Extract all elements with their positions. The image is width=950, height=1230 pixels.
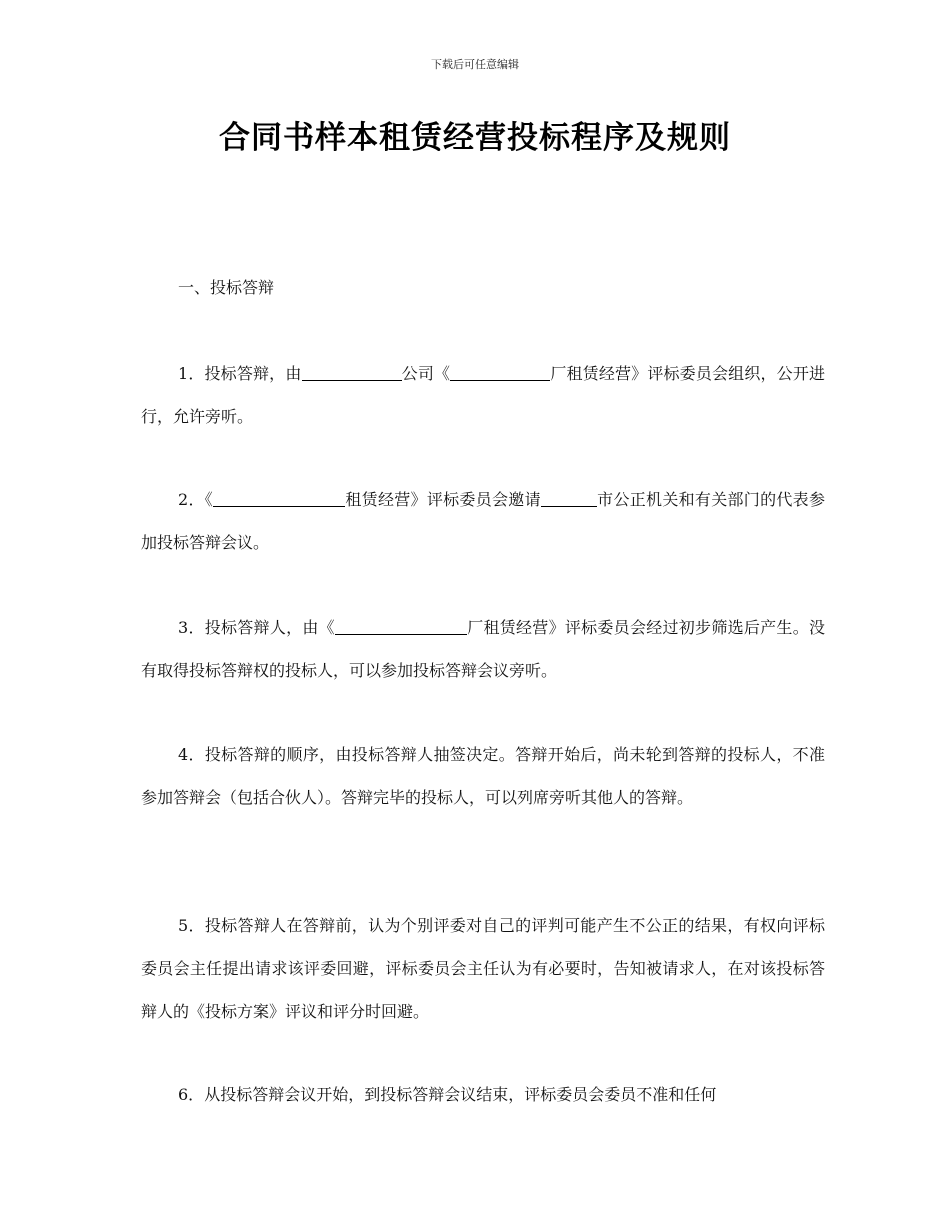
paragraph-text: 公司《 [401,364,451,383]
fill-in-blank [335,618,467,635]
paragraph-2 [141,478,825,564]
fill-in-blank [213,490,345,507]
header-note: 下载后可任意编辑 [431,58,519,71]
item-number: 6． [178,1085,205,1104]
paragraph-text: 投标答辩人在答辩前，认为个别评委对自己的评判可能产生不公正的结果，有权向评标委员会主任提出请求该评委回避，评标委员会主任认为有必要时，告知被请求人，在对该投标答辩人的《投标方案》评议和评分时回避。 [141,916,825,1021]
fill-in-blank [541,490,597,507]
item-number: 1． [178,364,205,383]
item-number: 5． [178,916,205,935]
paragraph-text: 厂租赁经营》评标委员会经过初步筛选后产生。没有取得投标答辩权的投标人，可以参加投标答辩会议旁听。 [141,618,825,680]
paragraph-text: 投标答辩人，由《 [204,618,335,637]
paragraph-6 [141,1073,825,1116]
paragraph-5 [141,904,825,1033]
paragraph-text: 厂租赁经营》评标委员会组织，公开进行，允许旁听。 [141,364,825,426]
item-number: 3． [178,618,205,637]
paragraph-text: 《 [204,490,214,509]
fill-in-blank [450,364,550,381]
paragraph-1 [141,352,825,438]
item-number: 2． [178,490,205,509]
paragraph-text: 租赁经营》评标委员会邀请 [345,490,541,509]
section-heading: 一、投标答辩 [178,278,275,297]
paragraph-text: 市公正机关和有关部门的代表参加投标答辩会议。 [141,490,825,552]
item-number: 4． [178,745,205,764]
paragraph-3 [141,606,825,692]
paragraph-text: 从投标答辩会议开始，到投标答辩会议结束，评标委员会委员不准和任何 [204,1085,717,1104]
paragraph-text: 投标答辩的顺序，由投标答辩人抽签决定。答辩开始后，尚未轮到答辩的投标人，不准参加答辩会（包括合伙人）。答辩完毕的投标人，可以列席旁听其他人的答辩。 [141,745,825,807]
paragraph-text: 投标答辩，由 [204,364,302,383]
document-title: 合同书样本租赁经营投标程序及规则 [219,120,731,156]
paragraph-4 [141,733,825,819]
fill-in-blank [302,364,402,381]
